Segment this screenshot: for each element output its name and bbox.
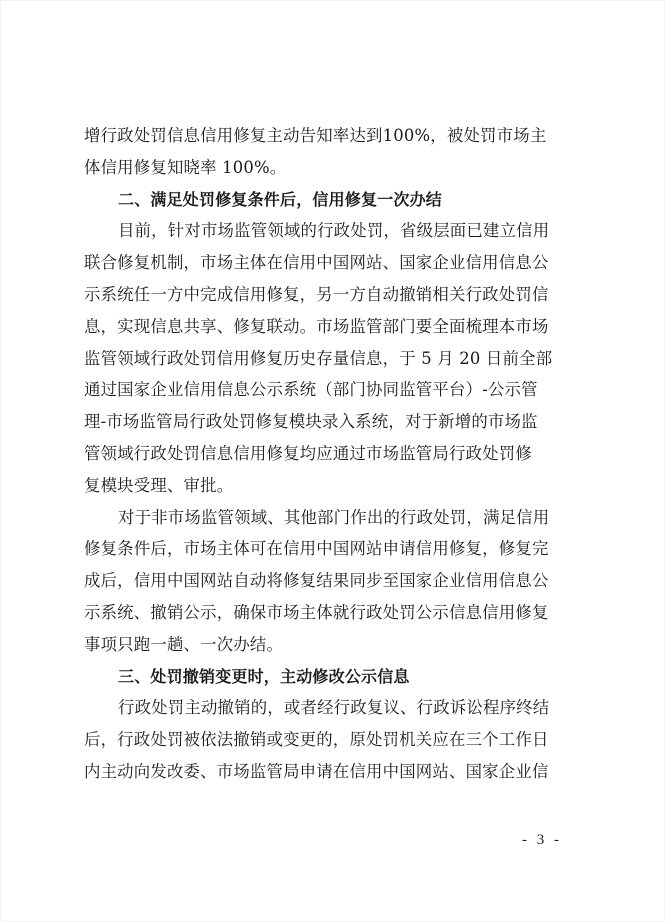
section-heading: 二、满足处罚修复条件后，信用修复一次办结 bbox=[118, 189, 443, 209]
text-line: 对于非市场监管领域、其他部门作出的行政处罚，满足信用 bbox=[118, 507, 550, 527]
text-line: 成后，信用中国网站自动将修复结果同步至国家企业信用信息公 bbox=[84, 571, 549, 591]
text-line: 体信用修复知晓率 100%。 bbox=[84, 157, 287, 177]
page-number: - 3 - bbox=[522, 832, 562, 848]
text-line: 示系统任一方中完成信用修复，另一方自动撤销相关行政处罚信 bbox=[84, 284, 549, 304]
text-line: 后，行政处罚被依法撤销或变更的，原处罚机关应在三个工作日 bbox=[84, 730, 549, 750]
text-line: 目前，针对市场监管领域的行政处罚，省级层面已建立信用 bbox=[118, 221, 550, 241]
section-heading: 三、处罚撤销变更时，主动修改公示信息 bbox=[118, 666, 410, 686]
text-line: 监管领域行政处罚信用修复历史存量信息，于 5 月 20 日前全部 bbox=[84, 348, 553, 368]
text-line: 联合修复机制，市场主体在信用中国网站、国家企业信用信息公 bbox=[84, 253, 549, 273]
text-line: 内主动向发改委、市场监管局申请在信用中国网站、国家企业信 bbox=[84, 761, 549, 781]
text-line: 息，实现信息共享、修复联动。市场监管部门要全面梳理本市场 bbox=[84, 316, 549, 336]
text-line: 修复条件后，市场主体可在信用中国网站申请信用修复，修复完 bbox=[84, 539, 549, 559]
text-line: 理-市场监管局行政处罚修复模块录入系统，对于新增的市场监 bbox=[84, 412, 538, 432]
text-line: 管领域行政处罚信息信用修复均应通过市场监管局行政处罚修 bbox=[84, 443, 532, 463]
text-line: 示系统、撤销公示，确保市场主体就行政处罚公示信息信用修复 bbox=[84, 602, 549, 622]
text-line: 事项只跑一趟、一次办结。 bbox=[84, 634, 284, 654]
text-line: 复模块受理、审批。 bbox=[84, 475, 234, 495]
text-line: 通过国家企业信用信息公示系统（部门协同监管平台）-公示管 bbox=[84, 380, 538, 400]
text-line: 行政处罚主动撤销的，或者经行政复议、行政诉讼程序终结 bbox=[118, 698, 550, 718]
text-line: 增行政处罚信息信用修复主动告知率达到100%，被处罚市场主 bbox=[84, 126, 547, 145]
document-body bbox=[84, 120, 569, 788]
